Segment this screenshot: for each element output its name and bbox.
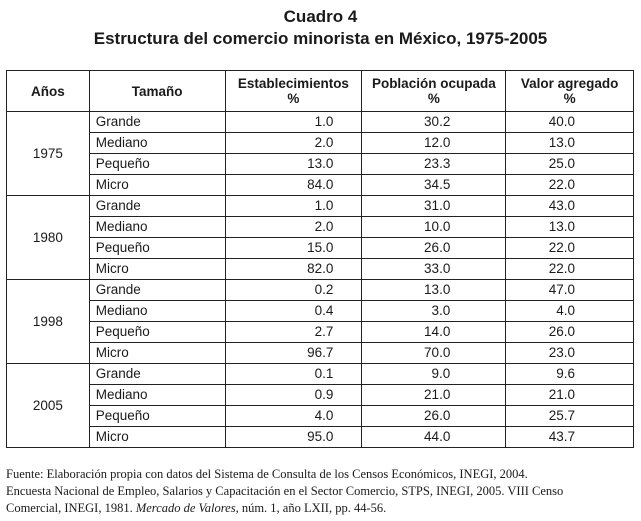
table-row: [7, 427, 634, 448]
size-cell: Mediano: [89, 133, 225, 154]
size-cell: Pequeño: [89, 406, 225, 427]
establishments-cell: 13.0: [225, 154, 362, 175]
size-cell: Grande: [89, 280, 225, 301]
employed-population-cell: 70.0: [362, 343, 506, 364]
size-cell: Grande: [89, 112, 225, 133]
added-value-cell: 26.0: [506, 322, 634, 343]
added-value-cell: 22.0: [506, 175, 634, 196]
year-cell: 2005: [7, 364, 90, 448]
header-row: [7, 71, 634, 112]
added-value-cell: 23.0: [506, 343, 634, 364]
employed-population-cell: 13.0: [362, 280, 506, 301]
table-row: [7, 154, 634, 175]
employed-population-cell: 23.3: [362, 154, 506, 175]
size-cell: Pequeño: [89, 154, 225, 175]
added-value-cell: 25.0: [506, 154, 634, 175]
added-value-cell: 40.0: [506, 112, 634, 133]
source-notes: [6, 466, 636, 517]
added-value-cell: 22.0: [506, 238, 634, 259]
establishments-cell: 0.1: [225, 364, 362, 385]
establishments-cell: 4.0: [225, 406, 362, 427]
establishments-cell: 1.0: [225, 112, 362, 133]
establishments-cell: 0.4: [225, 301, 362, 322]
employed-population-cell: 44.0: [362, 427, 506, 448]
table-title: Cuadro 4: [283, 7, 358, 26]
table-row: [7, 112, 634, 133]
notes-journal: Mercado de Valores,: [135, 501, 239, 515]
added-value-cell: 9.6: [506, 364, 634, 385]
notes-line-3: [6, 500, 636, 517]
employed-population-cell: 33.0: [362, 259, 506, 280]
table-row: [7, 280, 634, 301]
table-row: [7, 343, 634, 364]
table-row: [7, 322, 634, 343]
employed-population-cell: 12.0: [362, 133, 506, 154]
establishments-cell: 84.0: [225, 175, 362, 196]
size-cell: Grande: [89, 364, 225, 385]
table-row: [7, 238, 634, 259]
establishments-cell: 15.0: [225, 238, 362, 259]
header-line: %: [563, 91, 576, 106]
establishments-cell: 1.0: [225, 196, 362, 217]
size-cell: Grande: [89, 196, 225, 217]
establishments-cell: 82.0: [225, 259, 362, 280]
added-value-cell: 43.7: [506, 427, 634, 448]
table-row: [7, 364, 634, 385]
table-body: [7, 112, 634, 448]
header-line: Población ocupada: [371, 76, 496, 91]
added-value-cell: 21.0: [506, 385, 634, 406]
table-row: [7, 133, 634, 154]
establishments-cell: 96.7: [225, 343, 362, 364]
added-value-cell: 43.0: [506, 196, 634, 217]
size-cell: Micro: [89, 175, 225, 196]
added-value-cell: 4.0: [506, 301, 634, 322]
added-value-cell: 25.7: [506, 406, 634, 427]
year-cell: 1975: [7, 112, 90, 196]
establishments-cell: 0.2: [225, 280, 362, 301]
added-value-cell: 22.0: [506, 259, 634, 280]
size-cell: Micro: [89, 259, 225, 280]
header-size: Tamaño: [89, 71, 225, 112]
added-value-cell: 47.0: [506, 280, 634, 301]
employed-population-cell: 21.0: [362, 385, 506, 406]
establishments-cell: 2.0: [225, 133, 362, 154]
header-employed-population: [362, 71, 506, 112]
notes-line-3-prefix: Comercial, INEGI, 1981.: [6, 501, 133, 515]
data-table: [6, 70, 634, 448]
size-cell: Mediano: [89, 301, 225, 322]
header-line: Valor agregado: [520, 76, 619, 91]
header-added-value: [506, 71, 634, 112]
establishments-cell: 95.0: [225, 427, 362, 448]
header-years: Años: [7, 71, 90, 112]
employed-population-cell: 26.0: [362, 238, 506, 259]
establishments-cell: 2.7: [225, 322, 362, 343]
size-cell: Pequeño: [89, 238, 225, 259]
size-cell: Micro: [89, 427, 225, 448]
table-row: [7, 217, 634, 238]
table-row: [7, 259, 634, 280]
employed-population-cell: 10.0: [362, 217, 506, 238]
employed-population-cell: 30.2: [362, 112, 506, 133]
year-cell: 1998: [7, 280, 90, 364]
header-establishments: [225, 71, 362, 112]
table-caption: [0, 6, 641, 50]
added-value-cell: 13.0: [506, 133, 634, 154]
table-subtitle: Estructura del comercio minorista en México, 1975-2005: [93, 29, 548, 48]
notes-line-2: Encuesta Nacional de Empleo, Salarios y Capacitación en el Sector Comercio, STPS, INEGI, 2005. VIII Censo: [6, 484, 564, 498]
employed-population-cell: 3.0: [362, 301, 506, 322]
table-row: [7, 406, 634, 427]
notes-line-3-suffix: núm. 1, año LXII, pp. 44-56.: [241, 501, 387, 515]
establishments-cell: 2.0: [225, 217, 362, 238]
year-cell: 1980: [7, 196, 90, 280]
employed-population-cell: 31.0: [362, 196, 506, 217]
employed-population-cell: 34.5: [362, 175, 506, 196]
header-line: Establecimientos: [237, 76, 349, 91]
employed-population-cell: 14.0: [362, 322, 506, 343]
size-cell: Micro: [89, 343, 225, 364]
header-line: %: [427, 91, 440, 106]
header-line: %: [287, 91, 300, 106]
employed-population-cell: 9.0: [362, 364, 506, 385]
table-row: [7, 385, 634, 406]
table-row: [7, 196, 634, 217]
table-row: [7, 175, 634, 196]
establishments-cell: 0.9: [225, 385, 362, 406]
size-cell: Pequeño: [89, 322, 225, 343]
size-cell: Mediano: [89, 385, 225, 406]
added-value-cell: 13.0: [506, 217, 634, 238]
table-row: [7, 301, 634, 322]
size-cell: Mediano: [89, 217, 225, 238]
employed-population-cell: 26.0: [362, 406, 506, 427]
notes-line-1: Fuente: Elaboración propia con datos del Sistema de Consulta de los Censos Económicos, INEGI, 2004.: [6, 467, 528, 481]
